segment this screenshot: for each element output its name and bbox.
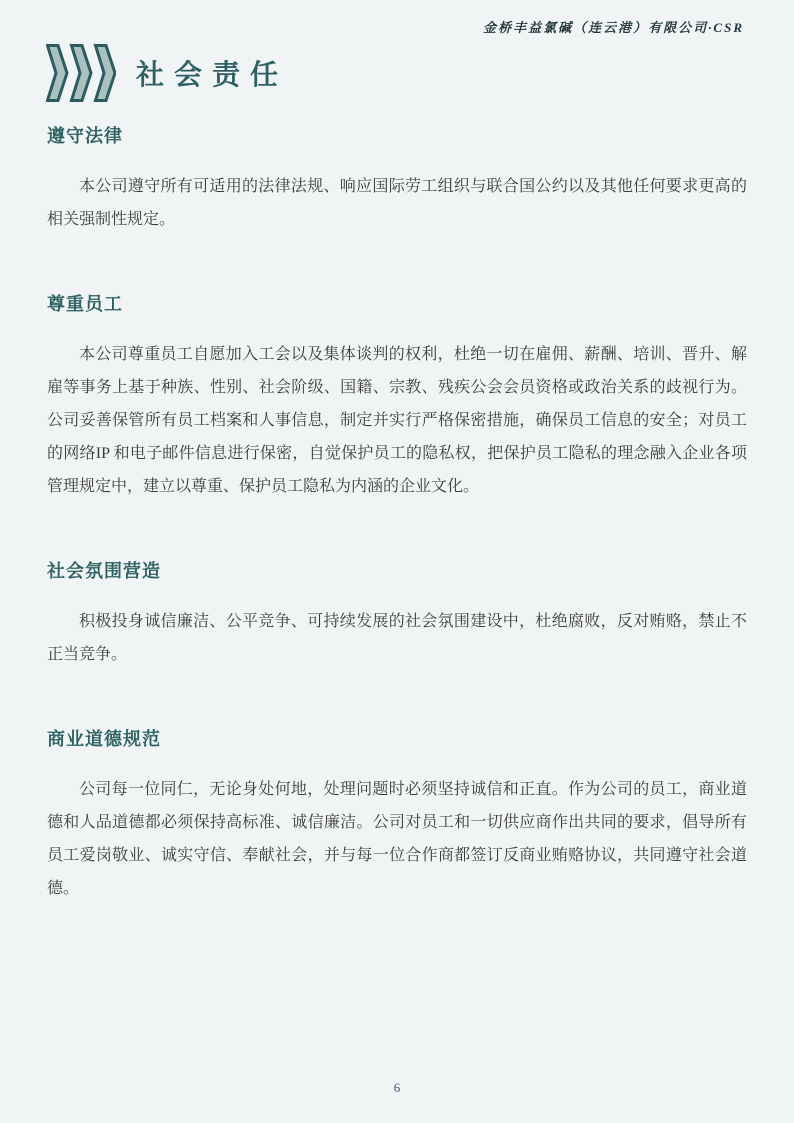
section-body: 本公司尊重员工自愿加入工会以及集体谈判的权利，杜绝一切在雇佣、薪酬、培训、晋升、解雇等事务上基于种族、性别、社会阶级、国籍、宗教、残疾公会会员资格或政治关系的歧视行为。公司妥善保管所有员工档案和人事信息，制定并实行严格保密措施，确保员工信息的安全；对员工的网络IP 和电子邮件信息进行保密，自觉保护员工的隐私权，把保护员工隐私的理念融入企业各项管理规定中，建立以尊重、保护员工隐私为内涵的企业文化。 bbox=[47, 346, 747, 495]
section-heading: 社会氛围营造 bbox=[47, 561, 161, 581]
running-header bbox=[483, 17, 744, 36]
section-body: 公司每一位同仁，无论身处何地，处理问题时必须坚持诚信和正直。作为公司的员工，商业道德和人品道德都必须保持高标准、诚信廉洁。公司对员工和一切供应商作出共同的要求，倡导所有员工爱岗敬业、诚实守信、奉献社会，并与每一位合作商都签订反商业贿赂协议，共同遵守社会道德。 bbox=[47, 781, 747, 897]
section-heading: 尊重员工 bbox=[47, 294, 123, 314]
section-business-ethics bbox=[47, 729, 747, 905]
section-heading: 遵守法律 bbox=[47, 126, 123, 146]
page-number: 6 bbox=[393, 1080, 401, 1095]
section-heading: 商业道德规范 bbox=[47, 729, 161, 749]
company-name: 金桥丰益氯碱（连云港）有限公司·CSR bbox=[483, 20, 744, 35]
page-content bbox=[47, 126, 747, 905]
triple-chevron-icon bbox=[46, 44, 116, 102]
section-respect-employees bbox=[47, 294, 747, 503]
section-social-atmosphere bbox=[47, 561, 747, 671]
section-body: 本公司遵守所有可适用的法律法规、响应国际劳工组织与联合国公约以及其他任何要求更高的相关强制性规定。 bbox=[47, 178, 747, 228]
section-comply-with-law bbox=[47, 126, 747, 236]
title-block bbox=[46, 44, 288, 102]
section-body: 积极投身诚信廉洁、公平竞争、可持续发展的社会氛围建设中，杜绝腐败，反对贿赂，禁止不正当竞争。 bbox=[47, 613, 747, 663]
page-title: 社会责任 bbox=[136, 59, 289, 90]
page-footer bbox=[0, 1079, 794, 1097]
